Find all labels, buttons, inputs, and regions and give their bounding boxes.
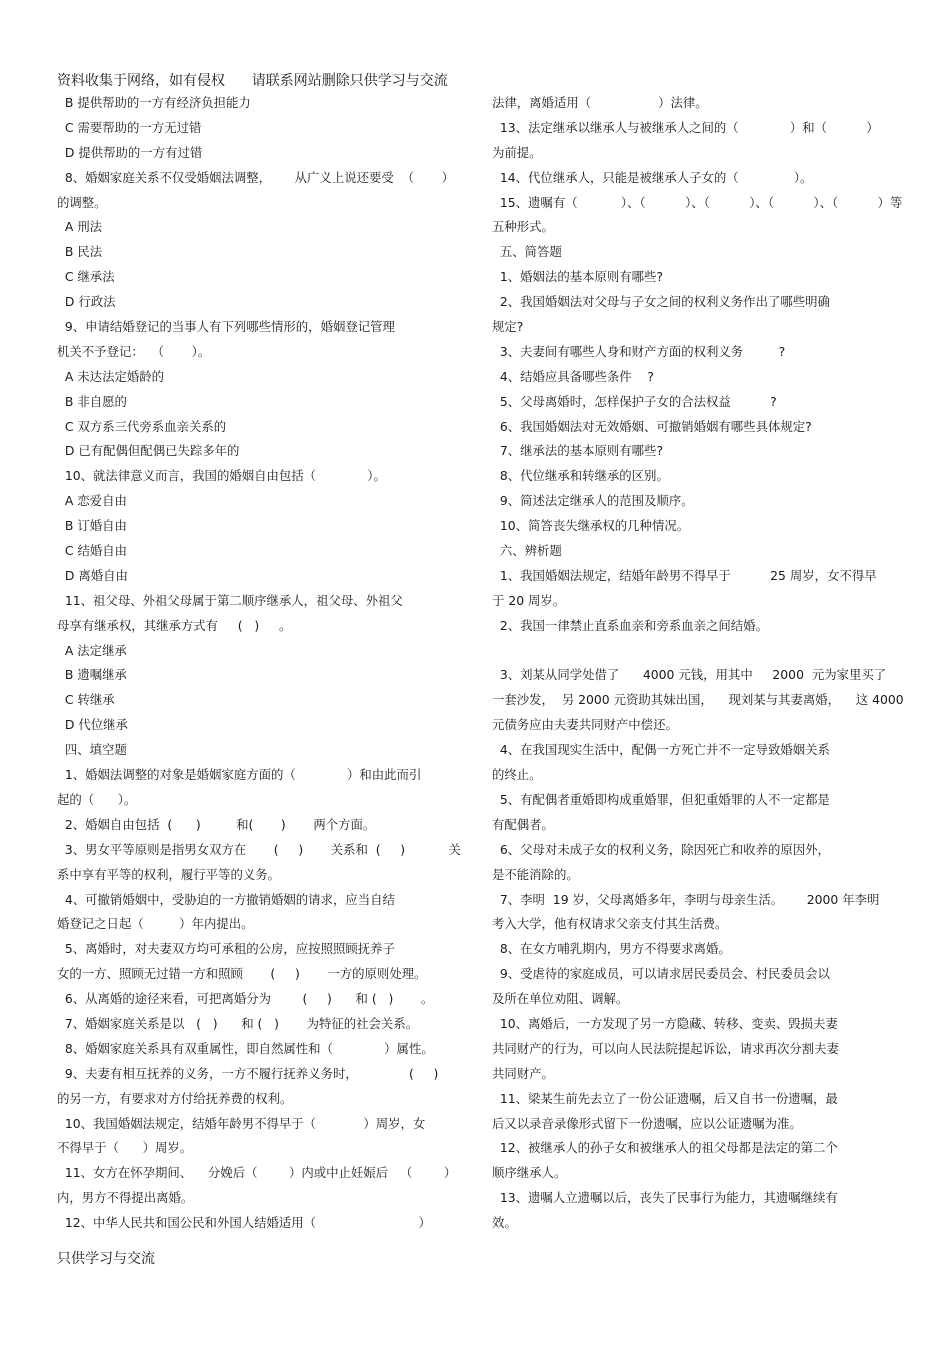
- text-line: 母享有继承权，其继承方式有 ( ) 。: [57, 617, 292, 633]
- text-line: 15、遗嘱有（ ）、（ ）、（ ）、（ ）、（ ）等: [492, 194, 903, 210]
- text-line: C 继承法: [57, 269, 115, 285]
- text-line: D 行政法: [57, 294, 116, 310]
- text-line: 5、父母离婚时，怎样保护子女的合法权益 ?: [492, 393, 777, 409]
- text-line: C 转继承: [57, 692, 115, 708]
- text-line: 6、父母对未成子女的权利义务，除因死亡和收养的原因外，: [492, 841, 830, 857]
- text-line: 于 20 周岁。: [492, 592, 566, 608]
- text-line: 的另一方，有要求对方付给抚养费的权利。: [57, 1090, 293, 1106]
- text-line: 12、中华人民共和国公民和外国人结婚适用（ ）: [57, 1215, 431, 1231]
- text-line: 后又以录音录像形式留下一份遗嘱，应以公证遗嘱为准。: [492, 1115, 802, 1131]
- text-line: 7、婚姻家庭关系是以 ( ) 和 ( ) 为特征的社会关系。: [57, 1015, 419, 1031]
- text-line: 共同财产。: [492, 1065, 554, 1081]
- text-line: 考入大学，他有权请求父亲支付其生活费。: [492, 916, 728, 932]
- text-line: 13、法定继承以继承人与被继承人之间的（ ）和（ ）: [492, 119, 879, 135]
- text-line: D 离婚自由: [57, 567, 128, 583]
- text-line: 规定?: [492, 319, 524, 335]
- text-line: 不得早于（ ）周岁。: [57, 1140, 193, 1156]
- text-line: 12、被继承人的孙子女和被继承人的祖父母都是法定的第二个: [492, 1140, 838, 1156]
- text-line: 女的一方、照顾无过错一方和照顾 ( ) 一方的原则处理。: [57, 966, 427, 982]
- section-heading: 五、简答题: [492, 244, 562, 260]
- text-line: 法律，离婚适用（ ）法律。: [492, 95, 708, 110]
- text-line: 9、申请结婚登记的当事人有下列哪些情形的，婚姻登记管理: [57, 319, 395, 335]
- text-line: 6、我国婚姻法对无效婚姻、可撤销婚姻有哪些具体规定?: [492, 418, 812, 434]
- text-line: 10、就法律意义而言，我国的婚姻自由包括（ ）。: [57, 468, 386, 484]
- section-heading: 四、填空题: [57, 742, 127, 758]
- text-line: 系中享有平等的权利，履行平等的义务。: [57, 866, 281, 882]
- text-line: 2、我国一律禁止直系血亲和旁系血亲之间结婚。: [492, 617, 768, 633]
- text-line: 10、离婚后，一方发现了另一方隐藏、转移、变卖、毁损夫妻: [492, 1015, 838, 1031]
- text-line: 11、女方在怀孕期间、 分娩后（ ）内或中止妊娠后 （ ）: [57, 1165, 457, 1181]
- text-line: B 提供帮助的一方有经济负担能力: [57, 95, 251, 110]
- text-line: C 需要帮助的一方无过错: [57, 119, 202, 135]
- blank-line: [492, 639, 894, 664]
- text-line: 14、代位继承人，只能是被继承人子女的（ ）。: [492, 169, 813, 185]
- text-line: 1、婚姻法的基本原则有哪些?: [492, 269, 664, 285]
- text-line: 元债务应由夫妻共同财产中偿还。: [492, 717, 678, 733]
- text-line: A 未达法定婚龄的: [57, 368, 165, 384]
- text-line: D 代位继承: [57, 717, 128, 733]
- text-line: B 非自愿的: [57, 393, 127, 409]
- text-line: 3、夫妻间有哪些人身和财产方面的权利义务 ?: [492, 343, 786, 359]
- text-line: 8、婚姻家庭关系具有双重属性，即自然属性和（ ）属性。: [57, 1040, 434, 1056]
- text-line: B 民法: [57, 244, 103, 260]
- text-line: 起的（ ）。: [57, 791, 137, 807]
- text-line: 9、受虐待的家庭成员，可以请求居民委员会、村民委员会以: [492, 966, 830, 982]
- text-line: B 订婚自由: [57, 518, 127, 534]
- text-line: D 提供帮助的一方有过错: [57, 144, 203, 160]
- text-line: C 结婚自由: [57, 543, 128, 559]
- text-line: 2、我国婚姻法对父母与子女之间的权利义务作出了哪些明确: [492, 294, 830, 310]
- text-line: 是不能消除的。: [492, 866, 579, 882]
- text-line: 8、代位继承和转继承的区别。: [492, 468, 669, 484]
- text-line: 五种形式。: [492, 219, 554, 235]
- text-line: 8、在女方哺乳期内，男方不得要求离婚。: [492, 941, 731, 957]
- page-footer: 只供学习与交流: [57, 1251, 155, 1267]
- text-line: A 刑法: [57, 219, 103, 235]
- text-line: 的终止。: [492, 767, 542, 783]
- right-column: [492, 91, 904, 1236]
- text-line: 婚登记之日起（ ）年内提出。: [57, 916, 254, 932]
- text-line: 4、在我国现实生活中，配偶一方死亡并不一定导致婚姻关系: [492, 742, 830, 758]
- text-line: 3、刘某从同学处借了 4000 元钱，用其中 2000 元为家里买了: [492, 667, 887, 683]
- text-line: 效。: [492, 1215, 517, 1231]
- left-column: [57, 91, 461, 1236]
- text-line: 13、遗嘱人立遗嘱以后，丧失了民事行为能力，其遗嘱继续有: [492, 1190, 838, 1206]
- text-line: 7、李明 19 岁，父母离婚多年，李明与母亲生活。 2000 年李明: [492, 891, 880, 907]
- text-line: B 遗嘱继承: [57, 667, 127, 683]
- text-line: 的调整。: [57, 194, 107, 210]
- text-line: 5、有配偶者重婚即构成重婚罪，但犯重婚罪的人不一定都是: [492, 791, 830, 807]
- text-line: 有配偶者。: [492, 816, 554, 832]
- text-line: 8、婚姻家庭关系不仅受婚姻法调整， 从广义上说还要受 （ ）: [57, 169, 454, 185]
- text-line: A 恋爱自由: [57, 493, 127, 509]
- text-line: 4、可撤销婚姻中，受胁迫的一方撤销婚姻的请求，应当自结: [57, 891, 395, 907]
- page-header: 资料收集于网络，如有侵权 请联系网站删除只供学习与交流: [57, 73, 448, 89]
- text-line: 1、婚姻法调整的对象是婚姻家庭方面的（ ）和由此而引: [57, 767, 422, 783]
- text-line: 内，男方不得提出离婚。: [57, 1190, 194, 1206]
- text-line: 6、从离婚的途径来看，可把离婚分为 ( ) 和 ( ) 。: [57, 991, 434, 1007]
- text-line: 9、夫妻有相互抚养的义务，一方不履行抚养义务时， ( ): [57, 1065, 439, 1081]
- text-line: 7、继承法的基本原则有哪些?: [492, 443, 664, 459]
- text-line: 9、简述法定继承人的范围及顺序。: [492, 493, 694, 509]
- text-line: 10、简答丧失继承权的几种情况。: [492, 518, 690, 534]
- text-line: A 法定继承: [57, 642, 127, 658]
- text-line: 10、我国婚姻法规定，结婚年龄男不得早于（ ）周岁，女: [57, 1115, 426, 1131]
- text-line: C 双方系三代旁系血亲关系的: [57, 418, 227, 434]
- text-line: 及所在单位劝阻、调解。: [492, 991, 629, 1007]
- text-line: 为前提。: [492, 144, 542, 160]
- text-line: 4、结婚应具备哪些条件 ?: [492, 368, 654, 384]
- text-line: 3、男女平等原则是指男女双方在 ( ) 关系和 ( ) 关: [57, 841, 461, 857]
- section-heading: 六、辨析题: [492, 543, 562, 559]
- text-line: 机关不予登记： （ ）。: [57, 343, 211, 359]
- text-line: 共同财产的行为，可以向人民法院提起诉讼，请求再次分割夫妻: [492, 1040, 839, 1056]
- text-line: 11、梁某生前先去立了一份公证遗嘱，后又自书一份遗嘱，最: [492, 1090, 838, 1106]
- text-line: 1、我国婚姻法规定，结婚年龄男不得早于 25 周岁，女不得早: [492, 567, 877, 583]
- text-line: D 已有配偶但配偶已失踪多年的: [57, 443, 240, 459]
- text-line: 5、离婚时，对夫妻双方均可承租的公房，应按照照顾抚养子: [57, 941, 395, 957]
- text-line: 2、婚姻自由包括 ( ) 和( ) 两个方面。: [57, 816, 376, 832]
- text-line: 11、祖父母、外祖父母属于第二顺序继承人，祖父母、外祖父: [57, 592, 403, 608]
- text-line: 顺序继承人。: [492, 1165, 567, 1181]
- text-line: 一套沙发， 另 2000 元资助其妹出国， 现刘某与其妻离婚， 这 4000: [492, 692, 904, 708]
